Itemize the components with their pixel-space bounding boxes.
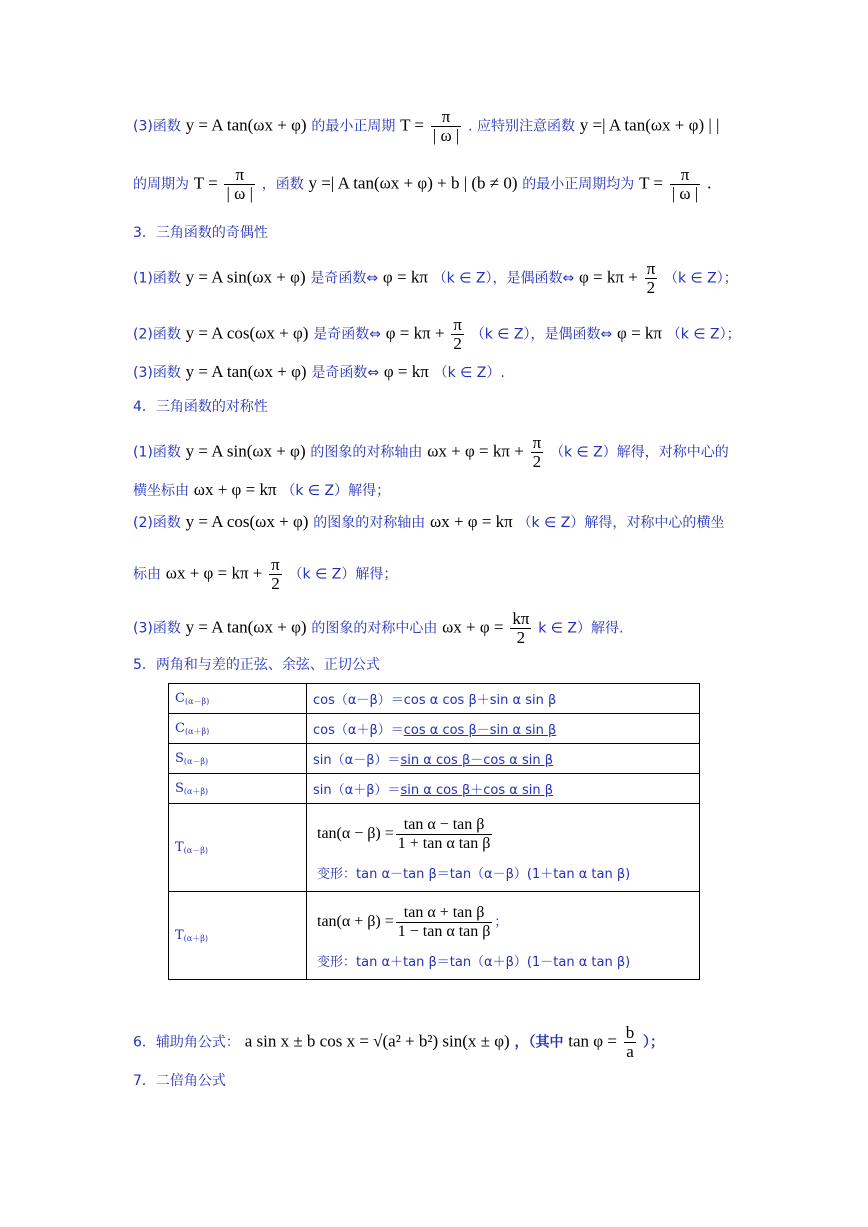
denominator: 2 [453,334,462,353]
table-row [169,804,700,892]
text-fragment: （k ∈ Z）； [666,326,741,343]
label-subscript: (α－β) [184,696,210,706]
text-fragment: 横坐标由 [133,483,189,499]
formula-table [168,683,700,980]
denominator: 2 [516,628,526,647]
section-heading-sum-difference: 5．两角和与差的正弦、余弦、正切公式 [133,657,380,673]
period-abs-tan-line [133,166,711,203]
auxiliary-angle-line [133,1024,664,1061]
numerator: π [271,555,280,574]
math-expression: y = A tan(ωx + φ) [185,115,307,135]
text-fragment: (1)函数 [133,444,181,461]
text-fragment: 是奇函数⇔ [311,365,380,381]
math-expression: φ = kπ [383,362,429,381]
table-row [169,892,700,980]
math-expression: T = [639,173,663,193]
fraction [645,260,658,297]
fraction [431,108,462,145]
parity-sin-line [133,260,738,297]
numerator: tan α + tan β [396,904,493,923]
label-subscript: (α＋β) [183,786,209,796]
math-expression: ωx + φ = kπ + [165,563,263,583]
text-fragment: 是奇函数⇔ [310,270,379,287]
denominator: 1 + tan α tan β [397,834,491,852]
table-row [169,714,700,744]
label-subscript: (α－β) [183,845,208,855]
formula-label [169,804,307,892]
parity-tan-line [133,362,505,383]
math-expression: y = A sin(ωx + φ) [185,441,306,461]
label-subscript: (α＋β) [184,726,210,736]
text-fragment: (2)函数 [133,515,181,531]
text-fragment: (3)函数 [133,620,181,637]
label-letter: T [175,927,184,943]
tan-formula [317,904,693,941]
denominator: | ω | [671,184,699,203]
formula-label [169,684,307,714]
text-fragment: （k ∈ Z）. [433,365,505,381]
numerator: π [670,166,701,185]
formula-lhs: cos（α＋β）＝ [313,723,404,738]
text-fragment: . 应特别注意函数 [468,118,575,135]
text-fragment: （k ∈ Z）解得； [288,566,398,583]
formula-tail: ； [494,914,508,930]
text-fragment: 的最小正周期 [311,118,396,135]
numerator: b [625,1023,635,1042]
math-expression: tan φ = [568,1031,617,1051]
fraction [510,610,531,647]
math-expression: φ = kπ [382,267,428,287]
text-fragment: k ∈ Z）解得. [538,620,624,637]
formula-label [169,714,307,744]
denominator: | ω | [432,126,460,145]
denominator: 2 [532,452,542,471]
math-expression: y =| A tan(ωx + φ) | | [579,115,720,135]
numerator: π [224,166,255,185]
label-letter: S [175,750,184,766]
tan-formula [317,816,693,853]
period-mark: . [707,173,712,193]
math-expression: y = A sin(ωx + φ) [185,267,306,287]
text-fragment: 的图象的对称轴由 [310,444,423,461]
fraction [624,1024,637,1061]
fraction [396,904,493,941]
numerator: π [532,433,542,452]
math-expression: y =| A tan(ωx + φ) + b | (b ≠ 0) [308,173,518,193]
period-tan-line [133,108,719,145]
formula-cell [307,714,700,744]
text-fragment: (3)函数 [133,118,181,135]
section-heading-parity: 3．三角函数的奇偶性 [133,225,268,241]
math-expression: y = A tan(ωx + φ) [185,362,307,381]
math-expression: φ = kπ + [579,267,638,287]
denominator: a [626,1042,634,1061]
text-fragment: （k ∈ Z）解得，对称中心的 [549,444,729,461]
formula-lhs: sin（α＋β）＝ [313,783,401,798]
formula-rhs: cos α cos β－sin α sin β [403,723,557,738]
numerator: π [646,259,656,278]
formula-label [169,892,307,980]
text-fragment: （k ∈ Z）； [663,270,738,287]
formula-cell [307,774,700,804]
symmetry-sin-line [133,434,729,471]
denominator: 2 [646,278,656,297]
fraction [396,816,493,853]
math-expression: y = A tan(ωx + φ) [185,617,307,637]
formula-label [169,774,307,804]
text-fragment: 标由 [133,566,161,583]
symmetry-sin-center-line [133,480,390,501]
text-fragment: (3)函数 [133,365,181,381]
math-expression: T = [193,173,218,193]
variant-formula [317,951,693,970]
text-fragment: ，函数 [261,176,304,193]
symmetry-cos-center-line [133,556,397,593]
numerator: π [453,315,462,334]
formula-cell [307,744,700,774]
fraction [224,166,255,203]
formula-cell [307,892,700,980]
text-fragment: 的图象的对称轴由 [313,515,426,531]
denominator: | ω | [226,184,253,203]
symmetry-cos-line [133,512,724,533]
label-letter: C [175,720,185,736]
formula-rhs: cos α cos β＋sin α sin β [403,693,557,708]
variant-text: tan α－tan β＝tan（α－β）(1＋tan α tan β) [356,866,631,882]
formula-lhs: tan(α − β) = [317,824,394,842]
label-subscript: (α－β) [183,756,209,766]
formula-lhs: sin（α－β）＝ [313,753,401,768]
denominator: 1 − tan α tan β [397,922,491,940]
variant-text: tan α＋tan β＝tan（α＋β）(1－tan α tan β) [356,954,631,970]
math-expression: ωx + φ = kπ [193,480,277,499]
text-fragment: 的周期为 [133,176,189,193]
numerator: tan α − tan β [396,816,493,835]
fraction [670,166,701,203]
label-letter: S [175,780,184,796]
text-fragment: （k ∈ Z），是偶函数⇔ [432,270,575,287]
table-row [169,774,700,804]
text-fragment: (2)函数 [133,326,181,343]
formula-cell [307,804,700,892]
math-expression: φ = kπ [617,323,663,343]
math-expression: ωx + φ = kπ + [427,441,524,461]
variant-label: 变形： [317,954,357,970]
table-row [169,684,700,714]
math-expression: ωx + φ = kπ [430,512,513,531]
symmetry-tan-line [133,610,623,647]
math-expression: a sin x ± b cos x = √(a² + b²) sin(x ± φ) [244,1031,510,1051]
denominator: 2 [271,574,280,593]
variant-formula [317,863,693,882]
label-letter: C [175,690,185,706]
text-fragment: (1)函数 [133,270,181,287]
math-expression: φ = kπ + [385,323,445,343]
label-letter: T [175,839,184,855]
formula-cell [307,684,700,714]
text-fragment: （k ∈ Z）解得，对称中心的横坐 [517,515,725,531]
formula-rhs: sin α cos β＋cos α sin β [400,783,554,798]
math-expression: y = A cos(ωx + φ) [185,512,309,531]
formula-lhs: cos（α－β）＝ [313,693,404,708]
math-expression: ωx + φ = [442,617,504,637]
formula-lhs: tan(α + β) = [317,912,394,930]
text-fragment: ，（其中 [514,1034,564,1051]
section-heading-auxiliary: 6．辅助角公式： [133,1034,240,1051]
math-expression: y = A cos(ωx + φ) [185,323,309,343]
text-fragment: ）； [643,1034,664,1051]
numerator: π [431,108,462,127]
numerator: kπ [512,609,530,628]
text-fragment: （k ∈ Z），是偶函数⇔ [470,326,613,343]
section-heading-symmetry: 4．三角函数的对称性 [133,399,268,415]
text-fragment: 是奇函数⇔ [313,326,381,343]
text-fragment: （k ∈ Z）解得； [281,483,391,499]
text-fragment: 的最小正周期均为 [522,176,635,193]
formula-label [169,744,307,774]
fraction [451,316,464,353]
parity-cos-line [133,316,741,353]
fraction [269,556,282,593]
fraction [531,434,544,471]
table-row [169,744,700,774]
math-expression: T = [400,115,425,135]
label-subscript: (α＋β) [183,933,208,943]
variant-label: 变形： [317,866,357,882]
formula-rhs: sin α cos β－cos α sin β [400,753,554,768]
text-fragment: 的图象的对称中心由 [311,620,438,637]
section-heading-double-angle: 7．二倍角公式 [133,1073,226,1089]
